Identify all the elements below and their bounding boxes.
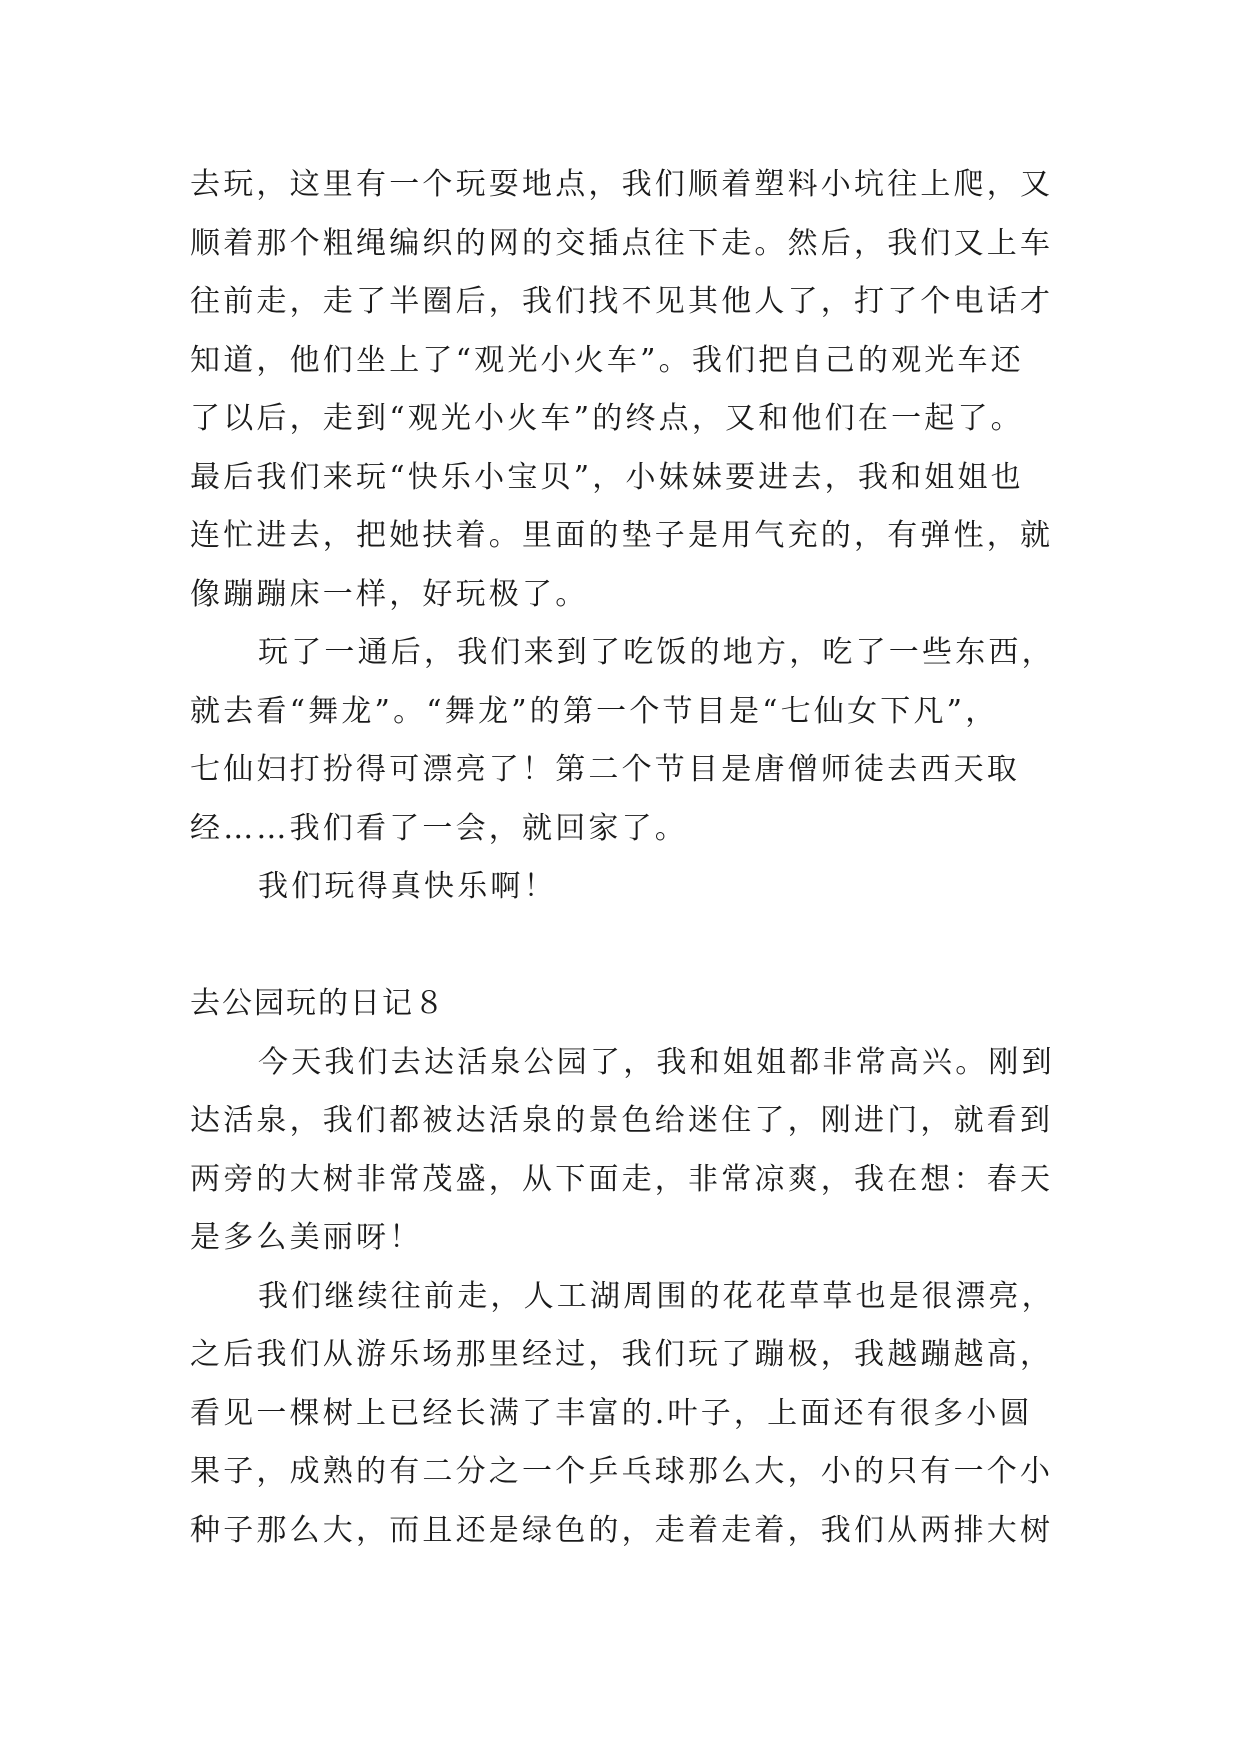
section-heading: 去公园玩的日记８ — [190, 986, 446, 1021]
paragraph-first-line: 我们玩得真快乐啊！ — [258, 869, 557, 904]
text-line: 经……我们看了一会，就回家了。 — [190, 810, 688, 846]
text-line: 种子那么大，而且还是绿色的，走着走着，我们从两排大树 — [190, 1512, 1054, 1548]
text-line: 像蹦蹦床一样，好玩极了。 — [190, 576, 589, 612]
text-line: 看见一棵树上已经长满了丰富的.叶子，上面还有很多小圆 — [190, 1395, 1033, 1431]
section-gap — [190, 917, 1070, 976]
text-line: 顺着那个粗绳编织的网的交插点往下走。然后，我们又上车 — [190, 225, 1054, 261]
document-body — [190, 156, 1070, 1560]
paragraph-first-line: 玩了一通后，我们来到了吃饭的地方，吃了一些东西， — [258, 635, 1055, 670]
text-line: 之后我们从游乐场那里经过，我们玩了蹦极，我越蹦越高， — [190, 1337, 1054, 1372]
text-line: 最后我们来玩“快乐小宝贝”，小妹妹要进去，我和姐姐也 — [190, 459, 1024, 495]
text-line: 两旁的大树非常茂盛，从下面走，非常凉爽，我在想：春天 — [190, 1161, 1054, 1197]
paragraph-first-line: 我们继续往前走，人工湖周围的花花草草也是很漂亮， — [258, 1278, 1055, 1314]
text-line: 达活泉，我们都被达活泉的景色给迷住了，刚进门，就看到 — [190, 1103, 1054, 1138]
text-line: 是多么美丽呀！ — [190, 1220, 423, 1255]
text-line: 七仙妇打扮得可漂亮了！第二个节目是唐僧师徒去西天取 — [190, 752, 1020, 787]
text-line: 知道，他们坐上了“观光小火车”。我们把自己的观光车还 — [190, 342, 1024, 378]
text-line: 去玩，这里有一个玩耍地点，我们顺着塑料小坑往上爬，又 — [190, 167, 1054, 202]
text-line: 了以后，走到“观光小火车”的终点，又和他们在一起了。 — [190, 401, 1024, 436]
text-line: 连忙进去，把她扶着。里面的垫子是用气充的，有弹性，就 — [190, 518, 1054, 553]
text-line: 往前走，走了半圈后，我们找不见其他人了，打了个电话才 — [190, 284, 1054, 319]
text-line: 果子，成熟的有二分之一个乒乓球那么大，小的只有一个小 — [190, 1454, 1054, 1489]
text-line: 就去看“舞龙”。“舞龙”的第一个节目是“七仙女下凡”， — [190, 693, 999, 729]
paragraph-first-line: 今天我们去达活泉公园了，我和姐姐都非常高兴。刚到 — [258, 1044, 1055, 1080]
